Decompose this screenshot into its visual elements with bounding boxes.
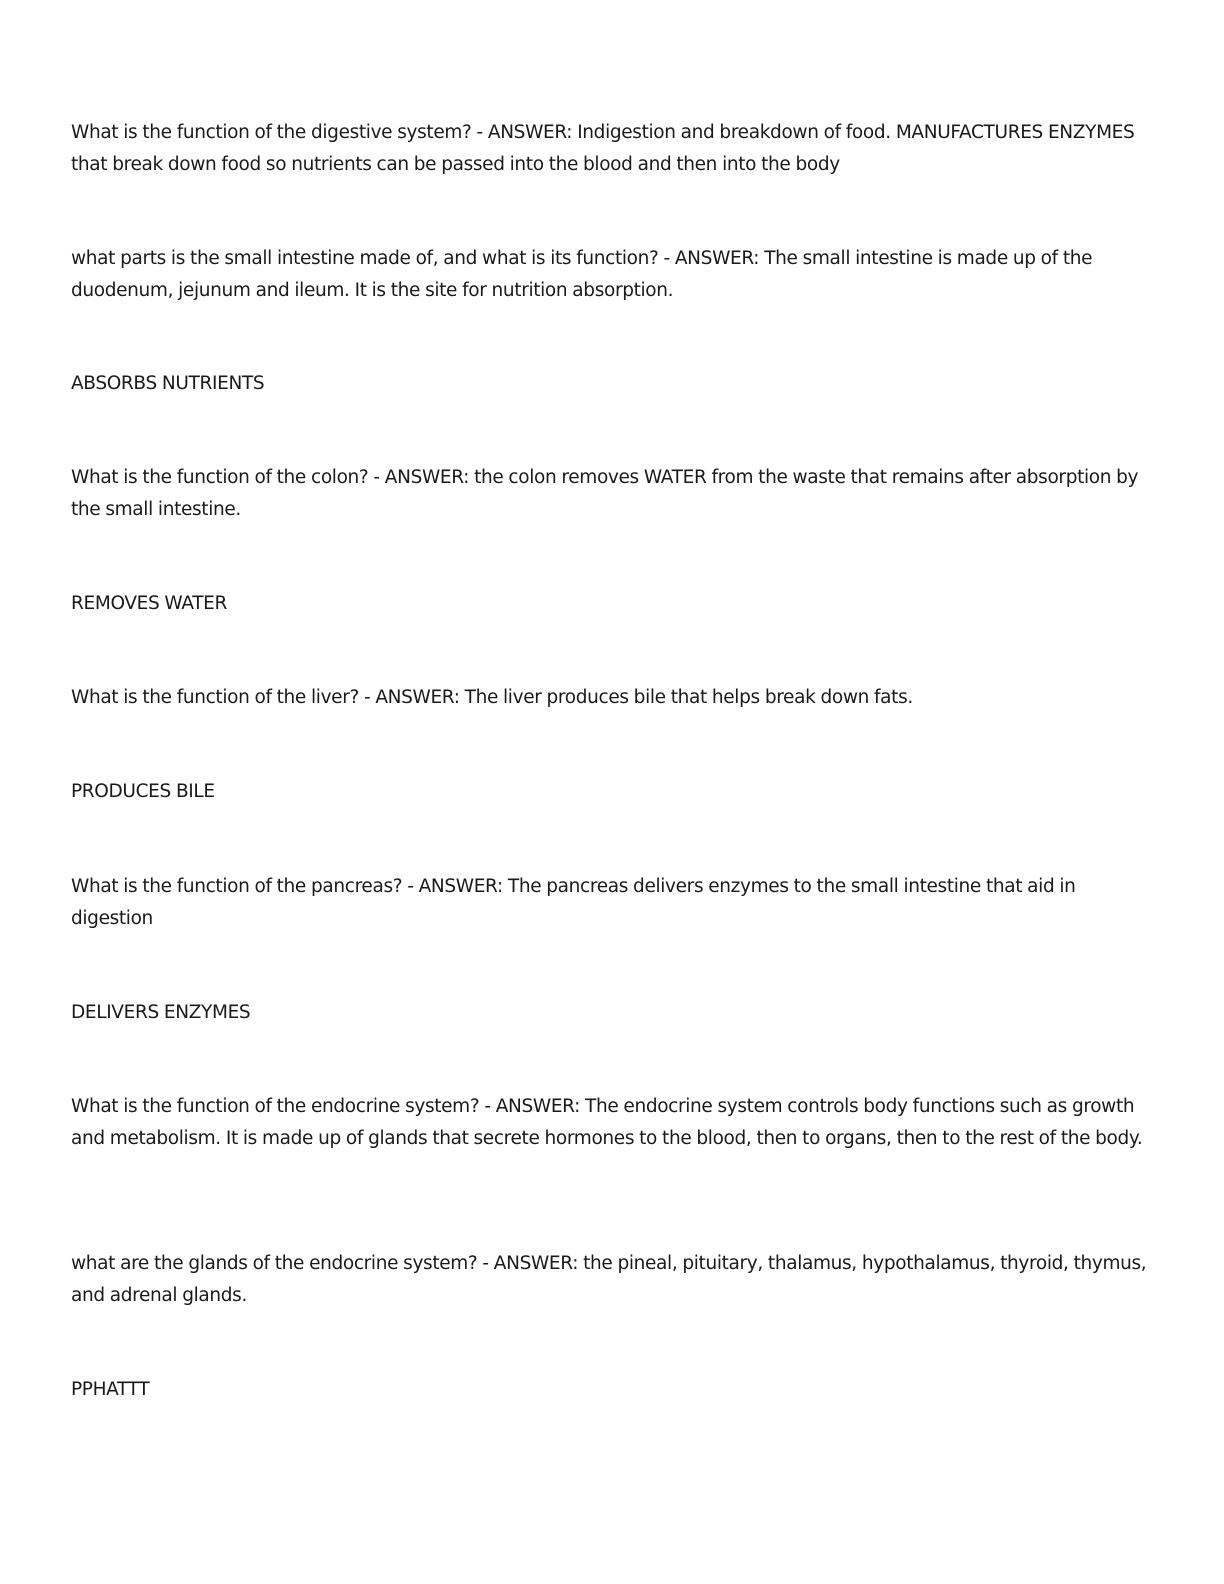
qa-digestive-system: What is the function of the digestive system? - ANSWER: Indigestion and breakdown of food. MANUFACTURES ENZYMES that break down food so nutrients can be passed into the blood and then into the body bbox=[71, 122, 1135, 175]
mnemonic-removes-water: REMOVES WATER bbox=[71, 593, 228, 614]
mnemonic-pphattt: PPHATTT bbox=[71, 1379, 150, 1400]
qa-colon: What is the function of the colon? - ANSWER: the colon removes WATER from the waste that remains after absorption by the small intestine. bbox=[71, 467, 1139, 520]
qa-pancreas: What is the function of the pancreas? - ANSWER: The pancreas delivers enzymes to the small intestine that aid in digestion bbox=[71, 876, 1076, 929]
qa-liver: What is the function of the liver? - ANSWER: The liver produces bile that helps break down fats. bbox=[71, 687, 913, 708]
qa-endocrine-system: What is the function of the endocrine system? - ANSWER: The endocrine system controls body functions such as growth and metabolism. It is made up of glands that secrete hormones to the blood, then to organs, then to the rest of the body. bbox=[71, 1096, 1143, 1149]
qa-small-intestine: what parts is the small intestine made of, and what is its function? - ANSWER: The small intestine is made up of the duodenum, jejunum and ileum. It is the site for nutrition absorption. bbox=[71, 248, 1093, 301]
mnemonic-produces-bile: PRODUCES BILE bbox=[71, 781, 215, 802]
qa-endocrine-glands: what are the glands of the endocrine system? - ANSWER: the pineal, pituitary, thalamus, hypothalamus, thyroid, thymus, and adrenal glands. bbox=[71, 1253, 1147, 1306]
mnemonic-delivers-enzymes: DELIVERS ENZYMES bbox=[71, 1002, 251, 1023]
mnemonic-absorbs-nutrients: ABSORBS NUTRIENTS bbox=[71, 373, 265, 394]
